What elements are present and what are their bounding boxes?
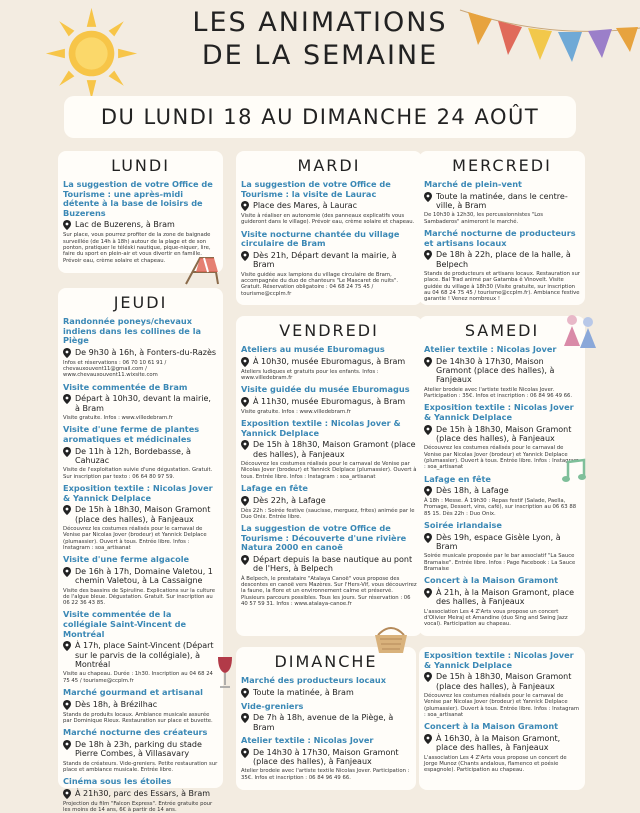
event-location-text: De 15h à 18h30, Maison Gramont (place des halles), à Fanjeaux <box>253 440 416 459</box>
location-pin-icon <box>241 251 249 261</box>
event-location <box>241 555 417 574</box>
event-location <box>241 496 417 506</box>
location-pin-icon <box>241 555 249 565</box>
event-location <box>63 505 218 524</box>
event-description: Infos et réservations : 06 70 10 61 91 / chevauxouvent11@gmail.com / www.chevauxouvent11.wixsite.com <box>63 359 167 379</box>
page-title <box>160 6 480 72</box>
event-location-text: De 11h à 12h, Bordebasse, à Cahuzac <box>75 446 191 465</box>
event-description: À Belpech, le prestataire "Atalaya Canoë" vous propose des descentes en canoë vers Mazères. Sur l'Hers-Vif, vous découvrirez la faune, la flore et un environnement calme et préservé. Plusieurs parcours possibles. Tous les jours. Sur réservation : 06 40 57 59 31. Infos : www.atalaya-canoe.fr <box>241 575 417 607</box>
event-location-text: Dès 19h, espace Gisèle Lyon, à Bram <box>436 532 561 552</box>
event-item <box>424 651 580 718</box>
event-item <box>63 555 218 606</box>
event-title: Concert à la Maison Gramont <box>424 575 559 586</box>
wine-glass-icon <box>216 655 234 691</box>
event-title: Exposition textile : Nicolas Jover & Yannick Delplace <box>424 650 574 670</box>
day-card-jeudi <box>58 288 223 813</box>
event-item <box>241 419 417 480</box>
event-title: Marché des producteurs locaux <box>241 675 386 685</box>
event-location <box>424 533 580 552</box>
location-pin-icon <box>424 734 432 744</box>
location-pin-icon <box>63 641 71 651</box>
location-pin-icon <box>424 192 432 202</box>
event-location <box>424 588 580 607</box>
sun-illustration <box>44 6 139 101</box>
event-item <box>63 484 218 551</box>
event-item <box>241 180 417 226</box>
event-title: Visite nocturne chantée du village circulaire de Bram <box>241 228 400 249</box>
event-location-text: De 14h30 à 17h30, Maison Gramont (place des halles), à Fanjeaux <box>253 747 399 766</box>
costume-figures-icon <box>560 310 600 350</box>
day-heading-lundi: LUNDI <box>111 156 170 175</box>
event-title: Exposition textile : Nicolas Jover & Yannick Delplace <box>241 418 401 438</box>
date-range-banner: DU LUNDI 18 AU DIMANCHE 24 AOÛT <box>64 96 576 138</box>
event-location-text: À 21h30, parc des Essars, à Bram <box>75 788 211 798</box>
event-description: Visite des bassins de Spiruline. Explications sur la culture de l'algue bleue. Dégustation. Gratuit. Sur inscription au 06 22 36 43 85. <box>63 587 216 607</box>
event-description: Stands de producteurs et artisans locaux. Restauration sur place. Bal Trad animé par Gatamba ê Vinovelt. Visite guidée du village à 18h30 (Visite gratuite, sur inscription au 04 68 24 75 45 / tourisme@ccplm.fr). Ambiance festive garantie ! Venez nombreux ! <box>424 271 580 303</box>
event-description: Soirée musicale proposée par le bar associatif "La Sauce Bramaise". Entrée libre. Infos : Page Facebook : La Sauce Bramaise <box>424 553 576 573</box>
event-location <box>424 425 580 444</box>
event-item <box>424 722 580 773</box>
location-pin-icon <box>63 348 71 358</box>
event-location <box>63 447 218 466</box>
event-location <box>424 357 580 385</box>
event-location <box>63 789 218 799</box>
event-location <box>241 251 417 270</box>
event-description: Visite guidée aux lampions du village circulaire de Bram, accompagnée du duo de chanteurs "Le Mascaret de nuits". Gratuit. Réservation obligatoire : 04 68 24 75 45 / tourisme@ccplm.fr <box>241 271 399 297</box>
event-title: Cinéma sous les étoiles <box>63 776 172 787</box>
event-location-text: Toute la matinée, à Bram <box>253 687 354 697</box>
event-item <box>241 524 417 607</box>
event-location-text: De 18h à 22h, place de la halle, à Belpech <box>436 250 571 269</box>
event-title: Soirée irlandaise <box>424 520 502 531</box>
location-pin-icon <box>241 748 249 758</box>
event-location <box>63 567 218 586</box>
event-location-text: Lac de Buzerens, à Bram <box>75 220 175 230</box>
event-item <box>63 728 218 773</box>
event-item <box>424 345 580 399</box>
event-item <box>424 475 580 517</box>
event-description: Projection du film "Falcon Express". Entrée gratuite pour les moins de 14 ans, 6€ à partir de 14 ans. <box>63 800 213 813</box>
event-description: Dès 22h : Soirée festive (saucisse, merguez, frites) animée par le Duo Onix. Entrée libre. <box>241 507 415 520</box>
event-description: Atelier brodeie avec l'artiste textile Nicolas Jover. Participation : 35€. Infos et inscription : 06 84 96 49 66. <box>241 768 410 781</box>
event-item <box>63 777 218 813</box>
event-title: Visite d'une ferme algacole <box>63 554 190 565</box>
event-description: De 10h30 à 12h30, les percussionnistes "Los Sambaderos" animeront le marché. <box>424 212 544 225</box>
event-location-text: Départ depuis la base nautique au pont de l'Hers, à Belpech <box>253 554 413 574</box>
location-pin-icon <box>63 505 71 515</box>
event-description: Stands de créateurs. Vide-greniers. Petite restauration sur place et ambiance musicale. Entrée libre. <box>63 760 218 773</box>
event-location-text: À 11h30, musée Eburomagus, à Bram <box>253 396 406 406</box>
location-pin-icon <box>424 533 432 543</box>
music-note-icon <box>560 458 588 484</box>
day-heading-jeudi: JEUDI <box>113 293 168 312</box>
day-card-dimanche <box>236 647 416 790</box>
title-line-2: DE LA SEMAINE <box>201 40 439 71</box>
event-title: Visite commentée de la collégiale Saint-Vincent de Montréal <box>63 609 187 639</box>
event-item <box>424 521 580 572</box>
event-item <box>63 383 218 422</box>
location-pin-icon <box>424 588 432 598</box>
event-location <box>63 740 218 759</box>
event-description: L'association Les 4 Z'Arts vous propose un concert de Jorge Munoz (Chants andalous, flamenco et poésie espagnole). Participation au chapeau. <box>424 754 567 774</box>
event-location <box>63 394 218 413</box>
event-item <box>63 317 218 379</box>
location-pin-icon <box>241 440 249 450</box>
event-location <box>63 700 218 710</box>
location-pin-icon <box>63 394 71 404</box>
event-description: Découvrez les costumes réalisés pour le carnaval de Venise par Nicolas Jover (brodeur) et Yannick Delplace (plumassier). Ouvert à tous. Entrée libre. Infos : Instagram : soa_artisanat <box>424 693 580 718</box>
event-location-text: À 17h, place Saint-Vincent (Départ sur le parvis de la collégiale), à Montréal <box>75 641 214 670</box>
event-title: Exposition textile : Nicolas Jover & Yannick Delplace <box>424 402 574 422</box>
event-location <box>424 672 580 691</box>
day-heading-mercredi: MERCREDI <box>452 156 552 175</box>
event-location-text: Place des Mares, à Laurac <box>253 201 358 211</box>
event-title: La suggestion de votre Office de Tourisme : la visite de Laurac <box>241 179 391 199</box>
event-title: Visite d'une ferme de plantes aromatiques et médicinales <box>63 424 200 444</box>
event-title: Marché nocturne de producteurs et artisans locaux <box>424 228 576 248</box>
location-pin-icon <box>241 688 249 698</box>
event-location <box>241 357 417 367</box>
event-location-text: Départ à 10h30, devant la mairie, à Bram <box>75 394 211 413</box>
location-pin-icon <box>63 220 71 230</box>
day-card-dimanche-continued <box>419 647 585 790</box>
event-location-text: Dès 21h, Départ devant la mairie, à Bram <box>253 250 397 270</box>
event-location-text: Toute la matinée, dans le centre-ville, à Bram <box>436 191 568 210</box>
day-heading-dimanche: DIMANCHE <box>274 652 378 671</box>
day-heading-mardi: MARDI <box>297 156 361 175</box>
event-description: Visite gratuite. Infos : www.villedebram.fr <box>241 408 351 415</box>
event-item <box>241 676 411 698</box>
event-location-text: Dès 18h, à Lafage <box>436 486 509 496</box>
event-description: L'association Les 4 Z'Arts vous propose un concert d'Olivier Meiraj et Amandine (duo Sing and Swing Jazz vocal). Participation au chapeau. <box>424 608 568 628</box>
event-item <box>63 688 218 724</box>
day-heading-samedi: SAMEDI <box>464 321 540 340</box>
event-location <box>241 688 411 698</box>
event-location-text: À 10h30, musée Eburomagus, à Bram <box>253 356 406 366</box>
event-item <box>424 229 580 302</box>
event-description: Visite à réaliser en autonomie (des panneaux explicatifs vous guideront dans le village). Prévoir eau, crème solaire et chapeau. <box>241 213 415 226</box>
event-description: Stands de produits locaux. Ambiance musicale assurée par Dominique Rieux. Restauration sur place et buvette. <box>63 711 213 724</box>
event-item <box>241 484 417 520</box>
event-description: Visite de l'exploitation suivie d'une dégustation. Gratuit. Sur inscription par texto : 06 64 80 97 59. <box>63 467 213 480</box>
event-title: Marché nocturne des créateurs <box>63 727 208 738</box>
event-item <box>424 180 580 225</box>
event-location-text: De 14h30 à 17h30, Maison Gramont (place des halles), à Fanjeaux <box>436 356 555 385</box>
event-description: Atelier brodeie avec l'artiste textile Nicolas Jover. Participation : 35€. Infos et inscription : 06 84 96 49 66. <box>424 386 573 400</box>
location-pin-icon <box>424 425 432 435</box>
basket-icon <box>372 625 410 655</box>
event-location-text: De 15h à 18h30, Maison Gramont (place des halles), à Fanjeaux <box>75 505 211 524</box>
event-location-text: Dès 22h, à Lafage <box>253 495 326 505</box>
event-description: Découvrez les costumes réalisés pour le carnaval de Venise par Nicolas Jover (brodeur) et Yannick Delplace (plumassier). Ouvert à tous. Entrée libre. Infos : Instagram : soa_artisanat <box>241 461 417 480</box>
day-card-mardi <box>236 151 422 305</box>
day-heading-vendredi: VENDREDI <box>279 321 379 340</box>
event-description: Sur place, vous pourrez profiter de la zone de baignade surveillée (de 14h à 18h) autour de la plage et de son ponton, pratiquer le téléski nautique, pique-niquer, lire, faire du sport en plein-air et vous divertir en famille. Prévoir eau, crème solaire et chapeau. <box>63 232 211 264</box>
location-pin-icon <box>63 447 71 457</box>
event-location-text: De 15h à 18h30, Maison Gramont (place des halles), à Fanjeaux <box>436 672 572 691</box>
event-description: Ateliers ludiques et gratuits pour les enfants. Infos : www.villedebram.fr <box>241 368 379 381</box>
location-pin-icon <box>241 357 249 367</box>
event-location-text: De 7h à 18h, avenue de la Piège, à Bram <box>253 713 394 732</box>
location-pin-icon <box>63 700 71 710</box>
event-location <box>424 192 580 211</box>
event-location <box>63 348 218 358</box>
event-location <box>241 440 417 459</box>
event-item <box>241 702 411 732</box>
beach-chair-icon <box>180 252 224 288</box>
event-location-text: Dès 18h, à Brézilhac <box>75 699 158 709</box>
event-location-text: De 18h à 23h, parking du stade Pierre Combes, à Villasavary <box>75 739 202 759</box>
event-item <box>241 230 417 297</box>
event-title: Randonnée poneys/chevaux indiens dans les collines de la Piège <box>63 316 202 346</box>
event-location-text: À 16h30, à la Maison Gramont, place des halles, à Fanjeaux <box>436 733 561 753</box>
location-pin-icon <box>424 250 432 260</box>
event-location-text: À 21h, à la Maison Gramont, place des halles, à Fanjeaux <box>436 587 575 607</box>
event-location <box>241 713 411 732</box>
location-pin-icon <box>241 713 249 723</box>
event-location-text: De 9h30 à 16h, à Fonters-du-Razès <box>75 347 217 357</box>
event-title: La suggestion de votre Office de Tourisme : Découverte d'une rivière Natura 2000 en canoë <box>241 523 407 553</box>
day-card-mercredi <box>419 151 585 305</box>
event-title: La suggestion de votre Office de Tourisme : une après-midi détente à la base de loisirs de Buzerens <box>63 179 213 218</box>
event-description: Visite gratuite. Infos : www.villedebram.fr <box>63 415 173 422</box>
day-card-vendredi <box>236 316 422 636</box>
location-pin-icon <box>424 357 432 367</box>
location-pin-icon <box>424 672 432 682</box>
event-item <box>424 403 580 470</box>
event-title: Marché gourmand et artisanal <box>63 687 203 698</box>
event-title: Lafage en fête <box>424 473 491 484</box>
event-item <box>63 610 218 684</box>
event-description: Découvrez les costumes réalisés pour le carnaval de Venise par Nicolas Jover (brodeur) et Yannick Delplace (plumassier). Ouvert à tous. Entrée libre. Infos : Instagram : soa_artisanat <box>424 445 580 471</box>
event-location <box>424 486 580 496</box>
location-pin-icon <box>241 397 249 407</box>
event-description: À 18h : Messe. À 19h30 : Repas festif (Salade, Paella, Fromage, Dessert, vins, café), sur inscription au 06 63 88 85 15. Dès 22h : Duo Onix. <box>424 498 577 517</box>
event-title: Ateliers au musée Eburomagus <box>241 344 385 354</box>
event-location <box>241 748 411 767</box>
event-description: Visite au chapeau. Durée : 1h30. Inscription au 04 68 24 75 45 / tourisme@ccplm.fr <box>63 671 213 684</box>
location-pin-icon <box>63 740 71 750</box>
event-title: Visite commentée de Bram <box>63 381 188 392</box>
event-item <box>241 385 417 415</box>
event-title: Visite guidée du musée Eburomagus <box>241 384 410 395</box>
event-title: Lafage en fête <box>241 482 308 493</box>
event-title: Concert à la Maison Gramont <box>424 721 559 732</box>
location-pin-icon <box>241 201 249 211</box>
event-title: Atelier textile : Nicolas Jover <box>241 735 374 745</box>
event-description: Découvrez les costumes réalisés pour le carnaval de Venise par Nicolas Jover (brodeur) et Yannick Delplace (plumassier). Ouvert à tous. Entrée libre. Infos : Instagram : soa_artisanat <box>63 525 207 551</box>
event-title: Atelier textile : Nicolas Jover <box>424 344 557 354</box>
event-location <box>241 201 417 211</box>
event-title: Marché de plein-vent <box>424 179 522 189</box>
event-location <box>241 397 417 407</box>
event-location <box>63 220 218 230</box>
event-item <box>241 736 411 781</box>
location-pin-icon <box>63 789 71 799</box>
location-pin-icon <box>241 496 249 506</box>
event-title: Exposition textile : Nicolas Jover & Yannick Delplace <box>63 482 213 503</box>
event-location <box>63 641 218 669</box>
event-location-text: De 16h à 17h, Domaine Valetou, 1 chemin Valetou, à La Cassaigne <box>75 566 213 586</box>
location-pin-icon <box>63 567 71 577</box>
event-title: Vide-greniers <box>241 700 304 711</box>
event-location <box>424 250 580 269</box>
bunting-flags <box>460 0 640 90</box>
event-item <box>241 345 417 381</box>
event-item <box>424 576 580 627</box>
location-pin-icon <box>424 486 432 496</box>
event-location-text: De 15h à 18h30, Maison Gramont (place des halles), à Fanjeaux <box>436 424 572 443</box>
event-item <box>63 425 218 480</box>
event-location <box>424 734 580 753</box>
title-line-1: LES ANIMATIONS <box>192 7 448 38</box>
